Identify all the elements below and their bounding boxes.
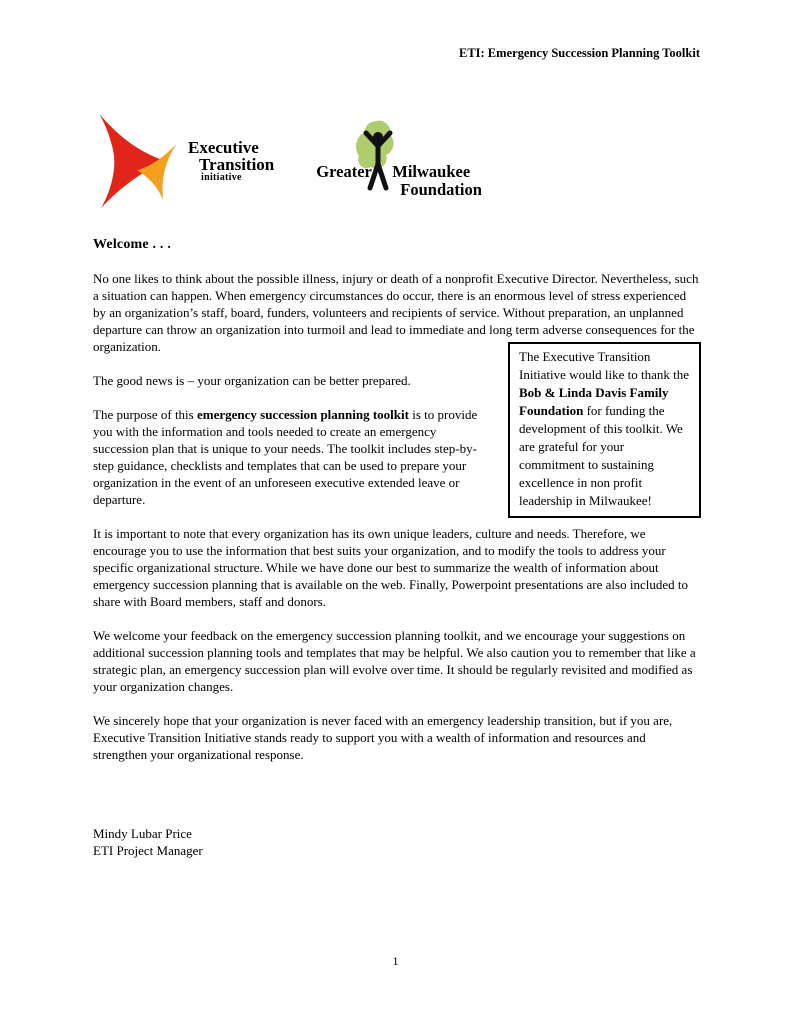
logo-band bbox=[90, 112, 484, 210]
eti-wordmark-line2: Transition bbox=[199, 154, 275, 174]
document-header-title: ETI: Emergency Succession Planning Toolkit bbox=[458, 46, 700, 60]
signature-title: ETI Project Manager bbox=[93, 843, 203, 858]
paragraph-important-note: It is important to note that every organization has its own unique leaders, culture and needs. Therefore, we encourage you to use the information that best suits your organization, and to modify the tools to address your specific organizational structure. While we have done our best to summarize the wealth of information about emergency succession planning that is available on the web. Finally, Powerpoint presentations are also included to share with Board members, staff and donors. bbox=[93, 526, 688, 609]
eti-arrows-icon bbox=[90, 112, 184, 210]
callout-text-pre: The Executive Transition Initiative would like to thank the bbox=[519, 349, 690, 382]
callout-funder-name: Bob & Linda Davis Family Foundation bbox=[519, 385, 669, 418]
paragraph-closing: We sincerely hope that your organization is never faced with an emergency leadership transition, but if you are, Executive Transition Initiative stands ready to support you with a wealth of information and resources and strengthen your organizational response. bbox=[93, 713, 673, 762]
letter-body bbox=[93, 236, 701, 859]
purpose-text-pre: The purpose of this bbox=[93, 407, 197, 422]
paragraph-good-news: The good news is – your organization can be better prepared. bbox=[93, 373, 411, 388]
purpose-toolkit-bold: emergency succession planning toolkit bbox=[196, 407, 409, 422]
paragraph-intro: No one likes to think about the possible illness, injury or death of a nonprofit Executive Director. Nevertheless, such a situation can happen. When emergency circumstances do occur, there is an enormous level of stress experienced by an organization’s staff, board, funders, volunteers and recipients of service. Without preparation, an unplanned departure can throw an organization into turmoil and lead to immediate and long term adverse consequences for the organization. bbox=[93, 271, 699, 354]
gmf-logo bbox=[316, 120, 484, 202]
funder-thanks-callout-box bbox=[508, 342, 701, 518]
eti-logo bbox=[90, 112, 274, 210]
eti-wordmark bbox=[188, 139, 274, 184]
gmf-word-foundation: Foundation bbox=[400, 180, 482, 199]
paragraph-feedback: We welcome your feedback on the emergency succession planning toolkit, and we encourage your suggestions on additional succession planning tools and templates that may be helpful. We also caution you to remember that like a strategic plan, an emergency succession plan will evolve over time. It should be regularly revisited and modified as your organization changes. bbox=[93, 628, 696, 694]
purpose-text-post: is to provide you with the information and tools needed to create an emergency succession plan that is unique to your needs. The toolkit includes step-by-step guidance, checklists and templates that can be used to prepare your organization in the event of an unforeseen executive extended leave or departure. bbox=[93, 407, 478, 507]
eti-wordmark-line3: initiative bbox=[201, 172, 242, 184]
signature-block bbox=[93, 825, 701, 859]
signature-name: Mindy Lubar Price bbox=[93, 826, 192, 841]
page-number: 1 bbox=[392, 954, 399, 968]
gmf-word-greater: Greater bbox=[316, 162, 372, 181]
welcome-heading: Welcome . . . bbox=[93, 237, 172, 252]
gmf-word-milwaukee: Milwaukee bbox=[392, 162, 471, 181]
eti-wordmark-line1: Executive bbox=[188, 137, 259, 157]
eti-red-arrow-shape bbox=[99, 114, 165, 208]
gmf-person-icon bbox=[362, 130, 394, 192]
callout-text-post: for funding the development of this toolkit. We are grateful for your commitment to sustaining excellence in non profit leadership in Milwaukee! bbox=[519, 403, 683, 508]
